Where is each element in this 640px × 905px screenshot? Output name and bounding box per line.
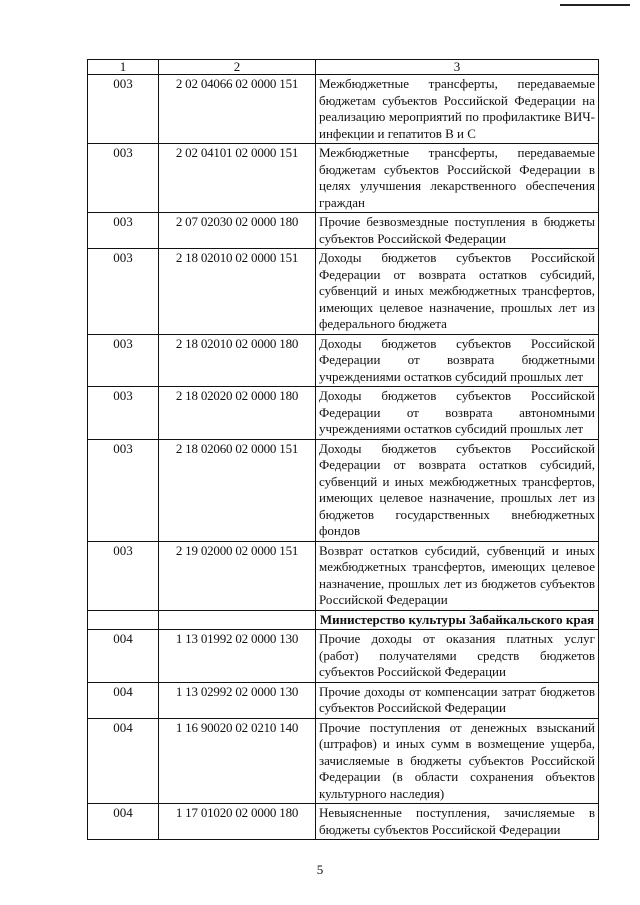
admin-code-cell: 003 [88,387,159,440]
revenue-code-cell: 2 18 02010 02 0000 180 [159,334,316,387]
table-header-row [88,60,599,75]
revenue-code-cell: 1 17 01020 02 0000 180 [159,804,316,840]
header-col-3: 3 [316,60,599,75]
admin-code-cell: 003 [88,144,159,213]
description-cell: Возврат остатков субсидий, субвенций и иных межбюджетных трансфертов, имеющих целевое назначение, прошлых лет из бюджетов субъектов Российской Федерации [316,541,599,610]
table-row [88,439,599,541]
table-row [88,334,599,387]
table-row [88,541,599,610]
budget-codes-table [87,59,599,840]
revenue-code-cell: 2 18 02010 02 0000 151 [159,249,316,335]
description-cell: Министерство культуры Забайкальского края [316,610,599,630]
top-rule [560,4,630,6]
admin-code-cell: 003 [88,439,159,541]
description-cell: Доходы бюджетов субъектов Российской Федерации от возврата остатков субсидий, субвенций и иных межбюджетных трансфертов, имеющих целевое назначение, прошлых лет из бюджетов государственных внебюджетных фондов [316,439,599,541]
admin-code-cell: 004 [88,682,159,718]
revenue-code-cell: 1 13 01992 02 0000 130 [159,630,316,683]
admin-code-cell: 003 [88,334,159,387]
header-col-2: 2 [159,60,316,75]
admin-code-cell: 003 [88,249,159,335]
page-number: 5 [316,862,324,877]
table-row [88,718,599,804]
revenue-code-cell: 1 13 02992 02 0000 130 [159,682,316,718]
description-cell: Доходы бюджетов субъектов Российской Федерации от возврата автономными учреждениями остатков субсидий прошлых лет [316,387,599,440]
revenue-code-cell: 2 07 02030 02 0000 180 [159,213,316,249]
table-row [88,387,599,440]
revenue-code-cell: 2 18 02020 02 0000 180 [159,387,316,440]
description-cell: Межбюджетные трансферты, передаваемые бюджетам субъектов Российской Федерации на реализацию мероприятий по профилактике ВИЧ-инфекции и гепатитов В и С [316,75,599,144]
table-row [88,630,599,683]
table-row [88,75,599,144]
description-cell: Межбюджетные трансферты, передаваемые бюджетам субъектов Российской Федерации в целях улучшения лекарственного обеспечения граждан [316,144,599,213]
admin-code-cell: 004 [88,718,159,804]
section-heading-row [88,610,599,630]
table-row [88,249,599,335]
revenue-code-cell: 2 02 04066 02 0000 151 [159,75,316,144]
description-cell: Доходы бюджетов субъектов Российской Федерации от возврата бюджетными учреждениями остатков субсидий прошлых лет [316,334,599,387]
table-row [88,213,599,249]
admin-code-cell: 003 [88,541,159,610]
description-cell: Доходы бюджетов субъектов Российской Федерации от возврата остатков субсидий, субвенций и иных межбюджетных трансфертов, имеющих целевое назначение, прошлых лет из федерального бюджета [316,249,599,335]
revenue-code-cell: 2 18 02060 02 0000 151 [159,439,316,541]
revenue-code-cell: 2 02 04101 02 0000 151 [159,144,316,213]
admin-code-cell: 003 [88,75,159,144]
revenue-code-cell [159,610,316,630]
revenue-code-cell: 2 19 02000 02 0000 151 [159,541,316,610]
table-row [88,804,599,840]
revenue-code-cell: 1 16 90020 02 0210 140 [159,718,316,804]
description-cell: Прочие поступления от денежных взысканий (штрафов) и иных сумм в возмещение ущерба, зачисляемые в бюджеты субъектов Российской Федерации (в области сохранения объектов культурного наследия) [316,718,599,804]
table-row [88,682,599,718]
description-cell: Прочие безвозмездные поступления в бюджеты субъектов Российской Федерации [316,213,599,249]
header-col-1: 1 [88,60,159,75]
admin-code-cell [88,610,159,630]
table-row [88,144,599,213]
admin-code-cell: 003 [88,213,159,249]
description-cell: Невыясненные поступления, зачисляемые в бюджеты субъектов Российской Федерации [316,804,599,840]
description-cell: Прочие доходы от компенсации затрат бюджетов субъектов Российской Федерации [316,682,599,718]
description-cell: Прочие доходы от оказания платных услуг (работ) получателями средств бюджетов субъектов Российской Федерации [316,630,599,683]
admin-code-cell: 004 [88,630,159,683]
admin-code-cell: 004 [88,804,159,840]
